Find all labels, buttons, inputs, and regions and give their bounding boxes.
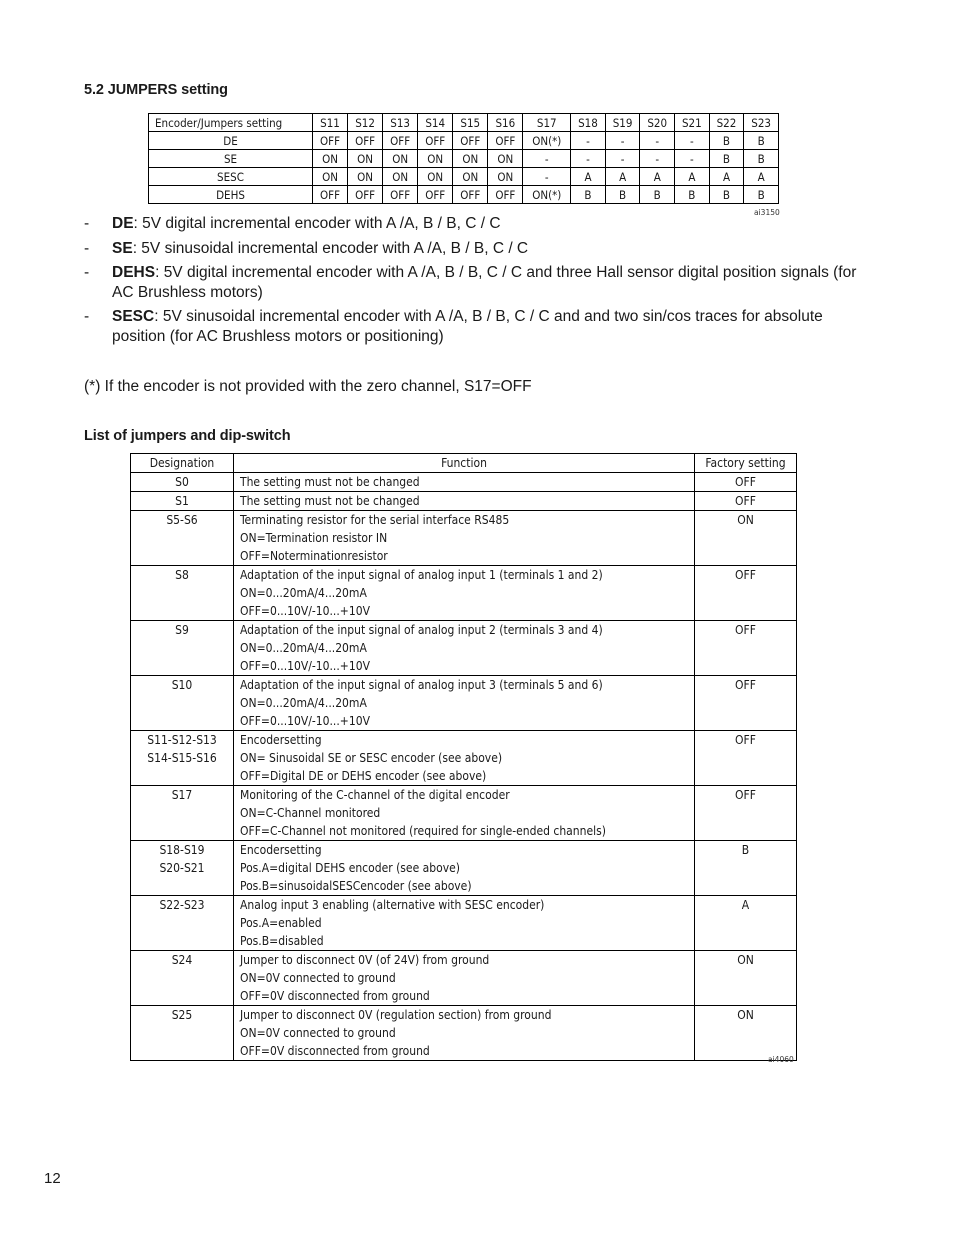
function-cell [234, 621, 695, 676]
jumper-value-cell: ON(*) [523, 132, 571, 150]
header-function: Function [234, 454, 695, 473]
jumper-value-cell: ON [453, 150, 488, 168]
header-designation: Designation [131, 454, 234, 473]
factory-setting-cell: ON [695, 511, 797, 566]
function-line: Terminating resistor for the serial interface RS485 [240, 513, 510, 527]
jumper-value-cell: OFF [313, 132, 348, 150]
function-cell [234, 473, 695, 492]
designation-cell [131, 473, 234, 492]
factory-setting-cell: A [695, 896, 797, 951]
jumper-value-cell: OFF [488, 186, 523, 204]
jumper-value-cell: - [605, 150, 640, 168]
designation-line: S1 [175, 494, 189, 508]
jumper-value-cell: A [744, 168, 779, 186]
table-row [131, 951, 797, 1006]
function-line: Adaptation of the input signal of analog input 3 (terminals 5 and 6) [240, 678, 603, 692]
bullet-text: : 5V sinusoidal incremental encoder with A /A, B / B, C / C and and two sin/cos traces for absolute position (for AC Brushless motors or positioning) [112, 308, 823, 345]
designation-cell [131, 492, 234, 511]
function-line: ON=0V connected to ground [240, 1026, 396, 1040]
jumper-value-cell: B [709, 132, 744, 150]
factory-setting-cell: B [695, 841, 797, 896]
jumper-value-cell: ON [348, 150, 383, 168]
function-cell [234, 566, 695, 621]
factory-setting-cell: OFF [695, 621, 797, 676]
jumper-value-cell: OFF [488, 132, 523, 150]
function-line: ON=0...20mA/4...20mA [240, 696, 367, 710]
factory-setting-cell: OFF [695, 731, 797, 786]
designation-cell [131, 566, 234, 621]
bullet-dash: - [84, 215, 90, 232]
jumper-value-cell: A [605, 168, 640, 186]
designation-line: S25 [171, 1008, 193, 1022]
bullet-term: DE [112, 215, 134, 232]
table-row [131, 841, 797, 896]
jumper-value-cell: ON [383, 150, 418, 168]
designation-cell [131, 511, 234, 566]
jumper-value-cell: - [523, 150, 571, 168]
jumper-value-cell: - [675, 132, 710, 150]
function-line: ON=C-Channel monitored [240, 806, 381, 820]
table-row [149, 186, 779, 204]
bullet-text: : 5V sinusoidal incremental encoder with A /A, B / B, C / C [132, 239, 529, 257]
jumper-value-cell: A [709, 168, 744, 186]
list-title: List of jumpers and dip-switch [84, 428, 291, 444]
designation-cell [131, 841, 234, 896]
header-cell: S22 [709, 114, 744, 132]
jumper-value-cell: - [675, 150, 710, 168]
jumper-value-cell: B [605, 186, 640, 204]
jumper-value-cell: OFF [453, 132, 488, 150]
function-line: Monitoring of the C-channel of the digital encoder [240, 788, 510, 802]
encoder-type-cell: SE [149, 150, 313, 168]
jumper-value-cell: - [571, 132, 606, 150]
bullet-text: : 5V digital incremental encoder with A /A, B / B, C / C and three Hall sensor digital position signals (for AC Brushless motors) [112, 264, 857, 301]
function-line: Analog input 3 enabling (alternative with SESC encoder) [240, 898, 545, 912]
jumper-value-cell: A [571, 168, 606, 186]
header-cell: S11 [313, 114, 348, 132]
header-cell: S13 [383, 114, 418, 132]
function-line: Jumper to disconnect 0V (regulation section) from ground [240, 1008, 552, 1022]
table-row [131, 473, 797, 492]
table-row [131, 1006, 797, 1061]
jumper-value-cell: OFF [348, 186, 383, 204]
designation-line: S14-S15-S16 [147, 751, 217, 765]
designation-line: S10 [171, 678, 193, 692]
jumper-value-cell: B [744, 132, 779, 150]
factory-setting-cell: OFF [695, 566, 797, 621]
jumper-value-cell: ON [488, 168, 523, 186]
header-cell: Encoder/Jumpers setting [149, 114, 313, 132]
table-row [131, 786, 797, 841]
encoder-type-cell: DEHS [149, 186, 313, 204]
function-line: OFF=Digital DE or DEHS encoder (see above) [240, 769, 487, 783]
header-cell: S16 [488, 114, 523, 132]
section-title: 5.2 JUMPERS setting [84, 82, 228, 98]
table-row [131, 511, 797, 566]
designation-line: S8 [175, 568, 189, 582]
jumper-value-cell: OFF [313, 186, 348, 204]
factory-setting-cell: ON [695, 1006, 797, 1061]
encoder-bullet [84, 239, 864, 259]
table-row [131, 566, 797, 621]
header-cell: S19 [605, 114, 640, 132]
function-line: OFF=C-Channel not monitored (required for single-ended channels) [240, 824, 606, 838]
jumper-value-cell: OFF [453, 186, 488, 204]
jumper-value-cell: B [571, 186, 606, 204]
encoder-bullet [84, 214, 864, 234]
bullet-term: DEHS [112, 264, 156, 281]
figure-ref-list: ai4060 [768, 1055, 794, 1064]
table-header-row [131, 454, 797, 473]
function-cell [234, 951, 695, 1006]
designation-cell [131, 786, 234, 841]
jumper-value-cell: - [523, 168, 571, 186]
function-line: The setting must not be changed [240, 494, 420, 508]
function-line: OFF=0...10V/-10...+10V [240, 714, 370, 728]
header-cell: S17 [523, 114, 571, 132]
bullet-dash: - [84, 239, 90, 257]
factory-setting-cell: ON [695, 951, 797, 1006]
function-line: Adaptation of the input signal of analog input 2 (terminals 3 and 4) [240, 623, 603, 637]
jumper-value-cell: ON [313, 150, 348, 168]
header-factory-setting: Factory setting [695, 454, 797, 473]
jumper-value-cell: ON [488, 150, 523, 168]
jumper-value-cell: B [709, 186, 744, 204]
header-cell: S20 [640, 114, 675, 132]
encoder-bullet [84, 263, 864, 302]
bullet-dash: - [84, 308, 90, 325]
encoder-bullet-list [84, 214, 864, 351]
jumper-value-cell: - [571, 150, 606, 168]
table-header-row [149, 114, 779, 132]
function-cell [234, 786, 695, 841]
designation-line: S18-S19 [159, 843, 205, 857]
jumper-value-cell: ON [313, 168, 348, 186]
function-line: ON=0...20mA/4...20mA [240, 641, 367, 655]
jumpers-table [148, 113, 779, 204]
jumper-value-cell: ON [348, 168, 383, 186]
jumper-value-cell: A [675, 168, 710, 186]
designation-line: S9 [175, 623, 189, 637]
jumper-value-cell: ON [383, 168, 418, 186]
header-cell: S14 [418, 114, 453, 132]
designation-line: S22-S23 [159, 898, 205, 912]
jumper-value-cell: - [640, 132, 675, 150]
function-line: OFF=0V disconnected from ground [240, 989, 430, 1003]
function-cell [234, 1006, 695, 1061]
header-cell: S23 [744, 114, 779, 132]
table-row [149, 150, 779, 168]
bullet-dash: - [84, 264, 90, 281]
function-line: OFF=0V disconnected from ground [240, 1044, 430, 1058]
encoder-bullet [84, 307, 864, 346]
function-line: Pos.A=digital DEHS encoder (see above) [240, 861, 460, 875]
jumper-value-cell: OFF [383, 132, 418, 150]
function-cell [234, 841, 695, 896]
function-line: The setting must not be changed [240, 475, 420, 489]
jumper-value-cell: A [640, 168, 675, 186]
function-cell [234, 511, 695, 566]
page-number: 12 [44, 1170, 61, 1187]
jumper-value-cell: B [675, 186, 710, 204]
table-row [131, 731, 797, 786]
function-line: OFF=0...10V/-10...+10V [240, 659, 370, 673]
jumper-value-cell: ON [418, 168, 453, 186]
header-cell: S21 [675, 114, 710, 132]
function-line: Pos.B=sinusoidalSESCencoder (see above) [240, 879, 472, 893]
designation-cell [131, 951, 234, 1006]
designation-line: S20-S21 [159, 861, 205, 875]
jumper-value-cell: - [640, 150, 675, 168]
jumper-value-cell: ON [418, 150, 453, 168]
bullet-term: SE [112, 239, 133, 257]
function-line: Encodersetting [240, 843, 322, 857]
function-line: Pos.B=disabled [240, 934, 324, 948]
function-line: Jumper to disconnect 0V (of 24V) from ground [240, 953, 490, 967]
designation-line: S11-S12-S13 [147, 733, 217, 747]
jumper-value-cell: B [709, 150, 744, 168]
designation-line: S24 [171, 953, 193, 967]
jumper-value-cell: - [605, 132, 640, 150]
jumper-value-cell: OFF [418, 132, 453, 150]
factory-setting-cell: OFF [695, 473, 797, 492]
function-line: Pos.A=enabled [240, 916, 322, 930]
header-cell: S18 [571, 114, 606, 132]
factory-setting-cell: OFF [695, 786, 797, 841]
jumper-value-cell: B [744, 186, 779, 204]
function-line: OFF=Noterminationresistor [240, 549, 388, 563]
figure-ref-jumpers: ai3150 [754, 208, 780, 217]
jumper-value-cell: OFF [418, 186, 453, 204]
designation-cell [131, 676, 234, 731]
function-line: ON= Sinusoidal SE or SESC encoder (see above) [240, 751, 503, 765]
designation-line: S17 [171, 788, 193, 802]
jumper-value-cell: ON [453, 168, 488, 186]
designation-cell [131, 896, 234, 951]
jumper-value-cell: OFF [348, 132, 383, 150]
header-cell: S12 [348, 114, 383, 132]
function-line: Encodersetting [240, 733, 322, 747]
function-line: ON=0V connected to ground [240, 971, 396, 985]
jumper-list-table [130, 453, 797, 1061]
jumper-value-cell: ON(*) [523, 186, 571, 204]
jumper-value-cell: OFF [383, 186, 418, 204]
table-row [149, 168, 779, 186]
header-cell: S15 [453, 114, 488, 132]
function-cell [234, 731, 695, 786]
designation-line: S5-S6 [166, 513, 198, 527]
table-row [131, 621, 797, 676]
table-row [131, 492, 797, 511]
function-cell [234, 676, 695, 731]
function-line: ON=0...20mA/4...20mA [240, 586, 367, 600]
designation-line: S0 [175, 475, 189, 489]
table-row [131, 676, 797, 731]
table-row [131, 896, 797, 951]
jumper-value-cell: B [744, 150, 779, 168]
table-row [149, 132, 779, 150]
function-line: Adaptation of the input signal of analog input 1 (terminals 1 and 2) [240, 568, 603, 582]
factory-setting-cell: OFF [695, 492, 797, 511]
encoder-type-cell: SESC [149, 168, 313, 186]
encoder-type-cell: DE [149, 132, 313, 150]
factory-setting-cell: OFF [695, 676, 797, 731]
designation-cell [131, 1006, 234, 1061]
bullet-text: : 5V digital incremental encoder with A /A, B / B, C / C [133, 215, 501, 232]
function-cell [234, 896, 695, 951]
function-line: OFF=0...10V/-10...+10V [240, 604, 370, 618]
jumper-value-cell: B [640, 186, 675, 204]
function-cell [234, 492, 695, 511]
designation-cell [131, 731, 234, 786]
bullet-term: SESC [112, 308, 155, 325]
designation-cell [131, 621, 234, 676]
footnote: (*) If the encoder is not provided with the zero channel, S17=OFF [84, 378, 532, 395]
function-line: ON=Termination resistor IN [240, 531, 388, 545]
